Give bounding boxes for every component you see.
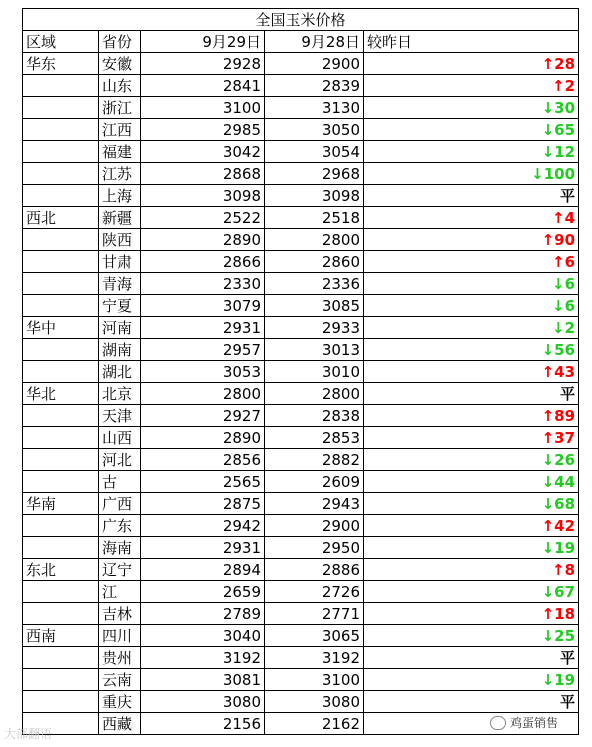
- price-sep28-cell: 2162: [265, 713, 364, 735]
- table-row: [23, 75, 579, 97]
- region-cell: [23, 669, 99, 691]
- price-sep29-cell: 3100: [141, 97, 265, 119]
- change-cell: ↑8: [364, 559, 579, 581]
- table-title: 全国玉米价格: [23, 9, 579, 31]
- province-cell: 湖北: [99, 361, 141, 383]
- province-cell: 古: [99, 471, 141, 493]
- change-cell: ↓67: [364, 581, 579, 603]
- province-cell: 云南: [99, 669, 141, 691]
- price-sep28-cell: 3085: [265, 295, 364, 317]
- change-cell: ↓2: [364, 317, 579, 339]
- price-sep28-cell: 2968: [265, 163, 364, 185]
- price-sep28-cell: 2771: [265, 603, 364, 625]
- change-cell: ↑90: [364, 229, 579, 251]
- price-sep29-cell: 2985: [141, 119, 265, 141]
- change-cell: 平: [364, 185, 579, 207]
- region-cell: [23, 647, 99, 669]
- province-cell: 宁夏: [99, 295, 141, 317]
- region-cell: [23, 449, 99, 471]
- region-cell: 西南: [23, 625, 99, 647]
- region-cell: [23, 427, 99, 449]
- price-sep28-cell: 3013: [265, 339, 364, 361]
- price-sep28-cell: 3050: [265, 119, 364, 141]
- price-sep29-cell: 2890: [141, 229, 265, 251]
- region-cell: 华北: [23, 383, 99, 405]
- price-sep28-cell: 2860: [265, 251, 364, 273]
- change-cell: ↑37: [364, 427, 579, 449]
- province-cell: 西藏: [99, 713, 141, 735]
- price-sep29-cell: 2894: [141, 559, 265, 581]
- table-row: [23, 559, 579, 581]
- change-cell: 平: [364, 691, 579, 713]
- change-cell: ↓68: [364, 493, 579, 515]
- region-cell: [23, 581, 99, 603]
- change-cell: ↓56: [364, 339, 579, 361]
- province-cell: 贵州: [99, 647, 141, 669]
- change-cell: ↓19: [364, 537, 579, 559]
- region-cell: 华东: [23, 53, 99, 75]
- watermark-right-text: 鸡蛋销售: [510, 716, 559, 730]
- price-sep29-cell: 2928: [141, 53, 265, 75]
- region-cell: [23, 471, 99, 493]
- region-cell: [23, 515, 99, 537]
- table-row: [23, 97, 579, 119]
- province-cell: 广西: [99, 493, 141, 515]
- table-row: [23, 119, 579, 141]
- change-cell: ↑18: [364, 603, 579, 625]
- price-sep28-cell: 2943: [265, 493, 364, 515]
- price-sep29-cell: 2942: [141, 515, 265, 537]
- price-sep28-cell: 2800: [265, 383, 364, 405]
- province-cell: 辽宁: [99, 559, 141, 581]
- table-row: [23, 691, 579, 713]
- table-row: [23, 295, 579, 317]
- price-sep29-cell: 2522: [141, 207, 265, 229]
- table-row: [23, 141, 579, 163]
- province-cell: 重庆: [99, 691, 141, 713]
- table-row: [23, 383, 579, 405]
- price-sep28-cell: 2886: [265, 559, 364, 581]
- province-cell: 山东: [99, 75, 141, 97]
- province-cell: 湖南: [99, 339, 141, 361]
- price-sep28-cell: 3054: [265, 141, 364, 163]
- change-cell: ↑6: [364, 251, 579, 273]
- region-cell: [23, 273, 99, 295]
- price-sep29-cell: 2927: [141, 405, 265, 427]
- price-sep29-cell: 2841: [141, 75, 265, 97]
- table-row: [23, 251, 579, 273]
- price-sep29-cell: 3080: [141, 691, 265, 713]
- province-cell: 北京: [99, 383, 141, 405]
- table-row: [23, 361, 579, 383]
- change-cell: ↑42: [364, 515, 579, 537]
- region-cell: [23, 537, 99, 559]
- price-sep29-cell: 2659: [141, 581, 265, 603]
- region-cell: [23, 119, 99, 141]
- table-row: [23, 405, 579, 427]
- price-sep28-cell: 3080: [265, 691, 364, 713]
- change-cell: ↑89: [364, 405, 579, 427]
- watermark-left-text: 大部翻语: [4, 727, 53, 741]
- change-cell: ↑28: [364, 53, 579, 75]
- change-cell: 平: [364, 383, 579, 405]
- price-sep28-cell: 3100: [265, 669, 364, 691]
- province-cell: 吉林: [99, 603, 141, 625]
- price-sep28-cell: 2950: [265, 537, 364, 559]
- change-cell: ↓19: [364, 669, 579, 691]
- price-sep29-cell: 2800: [141, 383, 265, 405]
- region-cell: [23, 163, 99, 185]
- table-row: [23, 515, 579, 537]
- watermark-left: [4, 725, 52, 742]
- province-cell: 浙江: [99, 97, 141, 119]
- wechat-icon: [490, 716, 506, 730]
- price-sep28-cell: 2838: [265, 405, 364, 427]
- price-sep28-cell: 2839: [265, 75, 364, 97]
- table-row: [23, 317, 579, 339]
- header-sep28: 9月28日: [265, 31, 364, 53]
- table-row: [23, 229, 579, 251]
- region-cell: [23, 75, 99, 97]
- province-cell: 江西: [99, 119, 141, 141]
- province-cell: 天津: [99, 405, 141, 427]
- region-cell: [23, 97, 99, 119]
- region-cell: [23, 141, 99, 163]
- price-sep28-cell: 3065: [265, 625, 364, 647]
- region-cell: 西北: [23, 207, 99, 229]
- price-sep28-cell: 2933: [265, 317, 364, 339]
- table-row: [23, 471, 579, 493]
- table-row: [23, 603, 579, 625]
- region-cell: [23, 339, 99, 361]
- region-cell: 华南: [23, 493, 99, 515]
- change-cell: ↓65: [364, 119, 579, 141]
- table-row: [23, 537, 579, 559]
- change-cell: ↑4: [364, 207, 579, 229]
- table-row: [23, 273, 579, 295]
- change-cell: ↓12: [364, 141, 579, 163]
- price-sep28-cell: 3192: [265, 647, 364, 669]
- price-sep29-cell: 2156: [141, 713, 265, 735]
- price-sep29-cell: 2789: [141, 603, 265, 625]
- price-sep28-cell: 3130: [265, 97, 364, 119]
- province-cell: 山西: [99, 427, 141, 449]
- table-row: [23, 449, 579, 471]
- price-sep29-cell: 2856: [141, 449, 265, 471]
- header-change: 较昨日: [364, 31, 579, 53]
- change-cell: ↓6: [364, 273, 579, 295]
- region-cell: [23, 185, 99, 207]
- price-sep28-cell: 3098: [265, 185, 364, 207]
- price-sep28-cell: 3010: [265, 361, 364, 383]
- province-cell: 河南: [99, 317, 141, 339]
- price-sep29-cell: 3098: [141, 185, 265, 207]
- price-sep29-cell: 2868: [141, 163, 265, 185]
- region-cell: [23, 295, 99, 317]
- watermark-right: [490, 714, 558, 731]
- price-sep29-cell: 2931: [141, 317, 265, 339]
- header-row: [23, 31, 579, 53]
- price-sep29-cell: 2957: [141, 339, 265, 361]
- table-row: [23, 185, 579, 207]
- province-cell: 广东: [99, 515, 141, 537]
- table-row: [23, 207, 579, 229]
- price-sep29-cell: 3042: [141, 141, 265, 163]
- price-sep28-cell: 2609: [265, 471, 364, 493]
- region-cell: 东北: [23, 559, 99, 581]
- corn-price-table: [22, 8, 579, 735]
- province-cell: 陕西: [99, 229, 141, 251]
- header-province: 省份: [99, 31, 141, 53]
- province-cell: 青海: [99, 273, 141, 295]
- change-cell: ↑43: [364, 361, 579, 383]
- table-row: [23, 53, 579, 75]
- change-cell: ↓44: [364, 471, 579, 493]
- province-cell: 新疆: [99, 207, 141, 229]
- price-sep28-cell: 2853: [265, 427, 364, 449]
- province-cell: 江: [99, 581, 141, 603]
- province-cell: 四川: [99, 625, 141, 647]
- price-sep28-cell: 2800: [265, 229, 364, 251]
- header-region: 区域: [23, 31, 99, 53]
- price-sep28-cell: 2518: [265, 207, 364, 229]
- price-sep29-cell: 3040: [141, 625, 265, 647]
- price-sep29-cell: 2931: [141, 537, 265, 559]
- region-cell: 华中: [23, 317, 99, 339]
- region-cell: [23, 603, 99, 625]
- price-sep29-cell: 3079: [141, 295, 265, 317]
- table-row: [23, 581, 579, 603]
- price-sep28-cell: 2900: [265, 53, 364, 75]
- price-sep29-cell: 3053: [141, 361, 265, 383]
- region-cell: [23, 361, 99, 383]
- region-cell: [23, 405, 99, 427]
- price-sep28-cell: 2900: [265, 515, 364, 537]
- province-cell: 甘肃: [99, 251, 141, 273]
- province-cell: 安徽: [99, 53, 141, 75]
- change-cell: 平: [364, 647, 579, 669]
- province-cell: 河北: [99, 449, 141, 471]
- price-sep29-cell: 2330: [141, 273, 265, 295]
- table-row: [23, 427, 579, 449]
- table-row: [23, 625, 579, 647]
- change-cell: ↓30: [364, 97, 579, 119]
- header-sep29: 9月29日: [141, 31, 265, 53]
- price-sep28-cell: 2882: [265, 449, 364, 471]
- province-cell: 上海: [99, 185, 141, 207]
- table-row: [23, 163, 579, 185]
- province-cell: 福建: [99, 141, 141, 163]
- change-cell: ↑2: [364, 75, 579, 97]
- price-sep28-cell: 2726: [265, 581, 364, 603]
- price-sep29-cell: 2890: [141, 427, 265, 449]
- region-cell: [23, 251, 99, 273]
- table-row: [23, 493, 579, 515]
- change-cell: ↓25: [364, 625, 579, 647]
- table-row: [23, 647, 579, 669]
- region-cell: [23, 229, 99, 251]
- change-cell: ↓100: [364, 163, 579, 185]
- price-sep29-cell: 2866: [141, 251, 265, 273]
- price-sep28-cell: 2336: [265, 273, 364, 295]
- change-cell: ↓6: [364, 295, 579, 317]
- price-sep29-cell: 3081: [141, 669, 265, 691]
- table-row: [23, 339, 579, 361]
- province-cell: 江苏: [99, 163, 141, 185]
- change-cell: ↓26: [364, 449, 579, 471]
- price-sep29-cell: 3192: [141, 647, 265, 669]
- table-row: [23, 669, 579, 691]
- price-sep29-cell: 2565: [141, 471, 265, 493]
- region-cell: [23, 691, 99, 713]
- title-row: [23, 9, 579, 31]
- province-cell: 海南: [99, 537, 141, 559]
- price-sep29-cell: 2875: [141, 493, 265, 515]
